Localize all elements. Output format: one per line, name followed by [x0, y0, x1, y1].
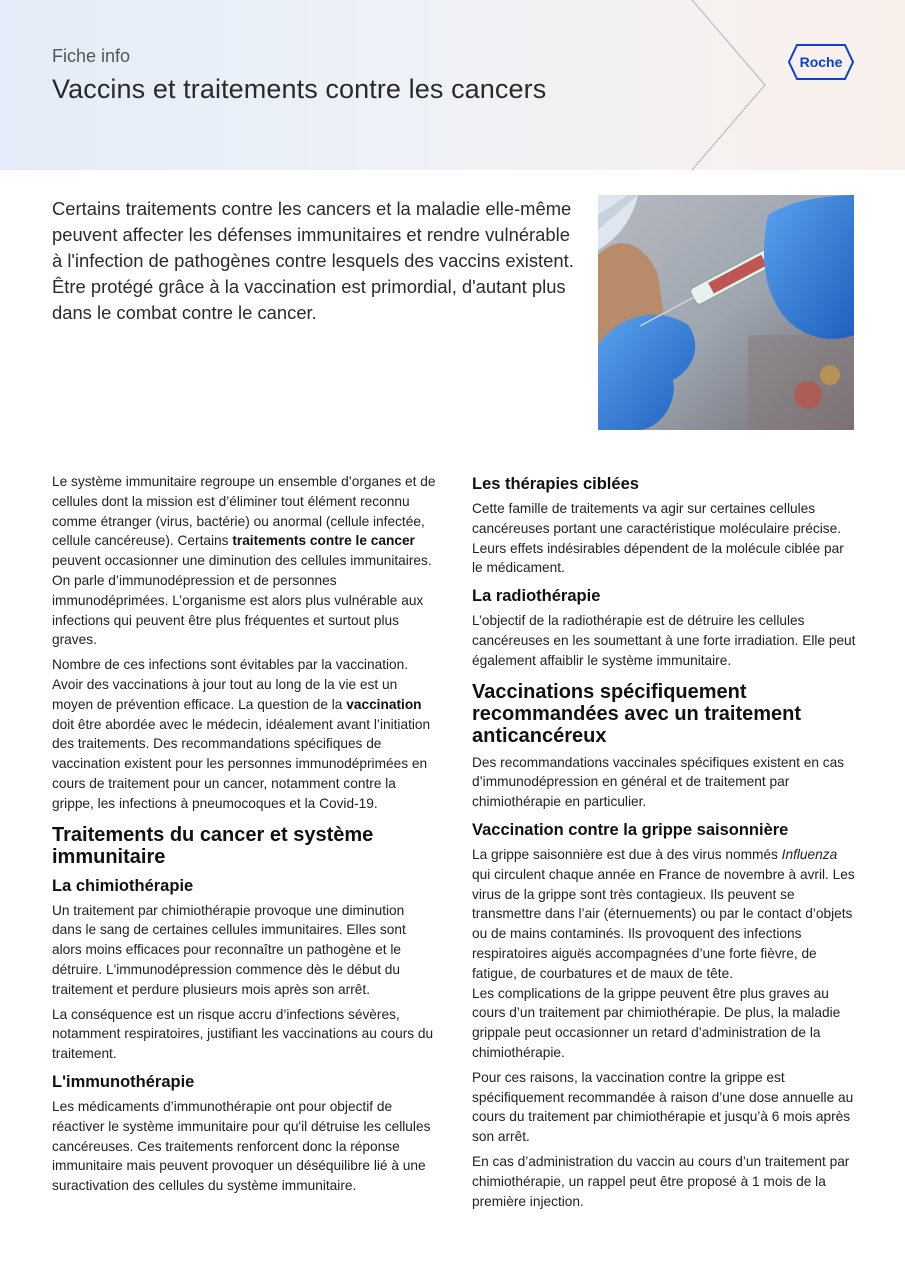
paragraph-grippe-complications: Les complications de la grippe peuvent être plus graves au cours d’un traitement par chimiothérapie. De plus, la maladie grippale peut occasionner un retard d’administration de la chimiothérapie. — [472, 985, 841, 1060]
intro-paragraph: Certains traitements contre les cancers et la maladie elle-même peuvent affecter les défenses immunitaires et rendre vulnérable à l'infection de pathogènes contre lesquels des vaccins existent. Être protégé grâce à la vaccination est primordial, d'autant plus dans le combat contre le cancer. — [52, 198, 574, 323]
document-kicker: Fiche info — [52, 46, 131, 66]
subheading-therapies-ciblees: Les thérapies ciblées — [472, 475, 639, 493]
paragraph-grippe-3: En cas d’administration du vaccin au cours d’un traitement par chimiothérapie, un rappel peut être proposé à 1 mois de la première injection. — [472, 1153, 850, 1209]
paragraph-vaccinations: Des recommandations vaccinales spécifiques existent en cas d’immunodépression en général et de traitement par chimiothérapie en particulier. — [472, 754, 845, 810]
paragraph-immune-system: Le système immunitaire regroupe un ensemble d’organes et de cellules dont la mission est d’éliminer tout élément reconnu comme étranger (virus, bactérie) ou anormal (cellule infectée, cellule cancéreuse). Certains traitements contre le cancer peuvent occasionner une diminution des cellules immunitaires. On parle d’immunodépression et de personnes immunodéprimées. L’organisme est alors plus vulnérable aux infections qui peuvent être plus fréquentes et surtout plus graves. — [52, 474, 436, 648]
paragraph-grippe-2: Pour ces raisons, la vaccination contre la grippe est spécifiquement recommandée à raison d’une dose annuelle au cours du traitement par chimiothérapie et jusqu’à 6 mois après son arrêt. — [472, 1069, 854, 1145]
subheading-chimiotherapie: La chimiothérapie — [52, 876, 194, 895]
paragraph-grippe-1: La grippe saisonnière est due à des virus nommés Influenza qui circulent chaque année en France de novembre à avril. Les virus de la grippe sont très contagieux. Ils peuvent se transmettre dans l’air (éternuements) ou par le contact d’objets ou de mains contaminés. Ils provoquent des infections respiratoires aiguës accompagnées d’une forte fièvre, de fatigue, de courbatures et de maux de tête. — [472, 846, 855, 981]
section-heading-vaccinations: Vaccinations spécifiquement recommandées avec un traitement anticancéreux — [472, 680, 802, 747]
subheading-radiotherapie: La radiothérapie — [472, 587, 601, 606]
subheading-immunotherapie: L'immunothérapie — [52, 1072, 195, 1091]
logo-text: Roche — [799, 54, 843, 70]
paragraph-immuno: Les médicaments d’immunothérapie ont pour objectif de réactiver le système immunitaire pour qu'il détruise les cellules cancéreuses. Ces traitements renforcent donc la réponse immunitaire mais peuvent provoquer un déséquilibre lié à une suractivation des cellules du système immunitaire. — [52, 1098, 431, 1194]
vaccination-photo — [598, 195, 854, 430]
right-column — [472, 472, 856, 1216]
paragraph-vaccination: Nombre de ces infections sont évitables par la vaccination. Avoir des vaccinations à jour tout au long de la vie est un moyen de prévention efficace. La question de la vaccination doit être abordée avec le médecin, idéalement avant l’initiation des traitements. Des recommandations spécifiques de vaccination existent pour les personnes immunodéprimées en cours de traitement pour un cancer, notamment contre la grippe, les infections à pneumocoques et la Covid-19. — [52, 657, 431, 811]
subheading-grippe: Vaccination contre la grippe saisonnière — [472, 820, 789, 839]
header-banner — [0, 0, 905, 170]
paragraph-ciblees: Cette famille de traitements va agir sur certaines cellules cancéreuses portant une caractéristique moléculaire précise. Leurs effets indésirables dépendent de la molécule ciblée par le médicament. — [472, 501, 844, 576]
section-heading-treatments: Traitements du cancer et système immunitaire — [52, 823, 374, 868]
paragraph-radio: L’objectif de la radiothérapie est de détruire les cellules cancéreuses en les soumettant à une forte irradiation. Elle peut également affaiblir le système immunitaire. — [472, 613, 856, 668]
page-title: Vaccins et traitements contre les cancers — [52, 74, 547, 104]
paragraph-chimio-1: Un traitement par chimiothérapie provoque une diminution dans le sang de certaines cellules immunitaires. Elles sont alors moins efficaces pour reconnaître un pathogène et le détruire. L'immunodépression commence dès le début du traitement et perdure plusieurs mois après son arrêt. — [52, 902, 406, 997]
paragraph-chimio-2: La conséquence est un risque accru d’infections sévères, notamment respiratoires, justifiant les vaccinations au cours du traitement. — [52, 1006, 434, 1062]
left-column — [52, 472, 436, 1201]
